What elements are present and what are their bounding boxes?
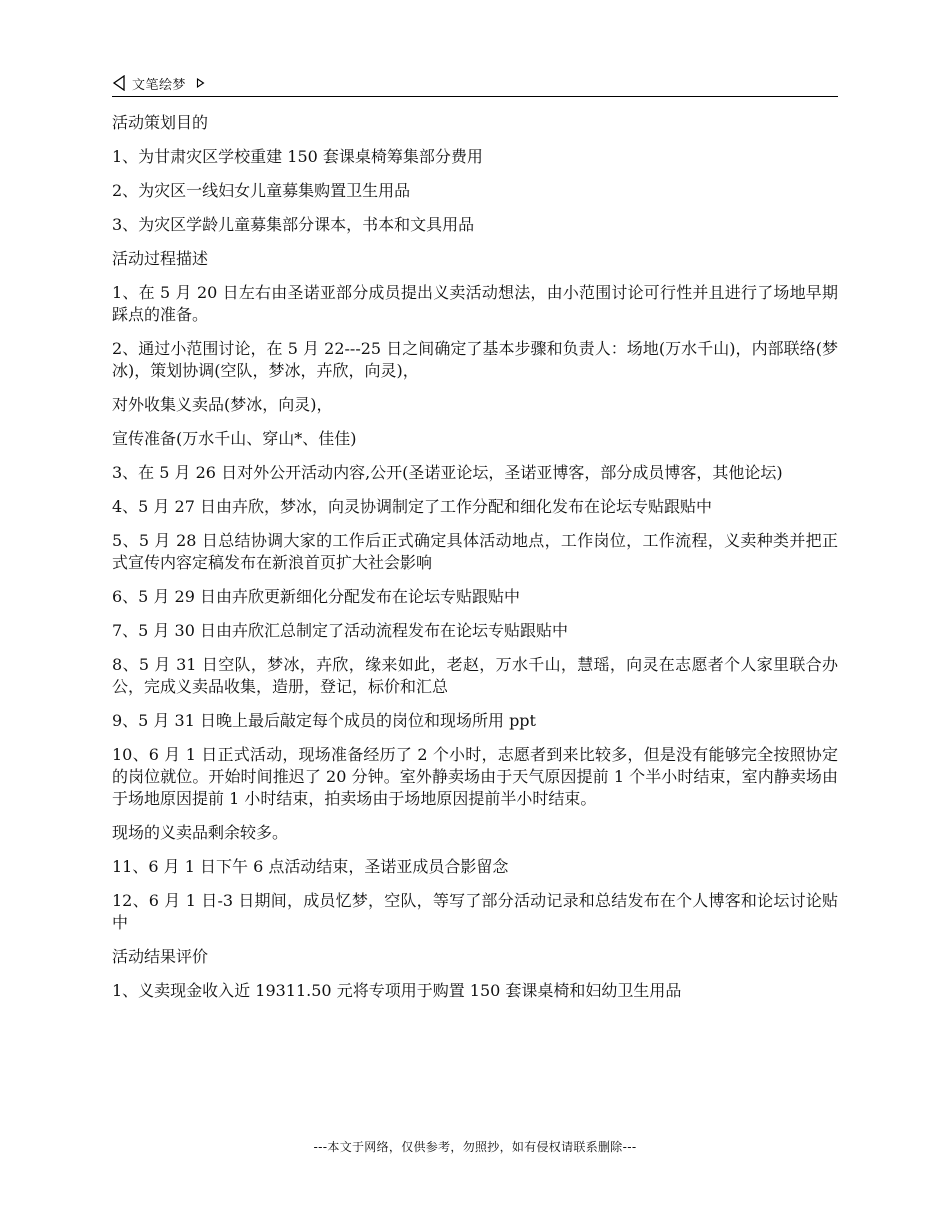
- paragraph: 11、6 月 1 日下午 6 点活动结束，圣诺亚成员合影留念: [112, 857, 509, 876]
- triangle-right-icon: [196, 73, 205, 93]
- paragraph: 8、5 月 31 日空队，梦冰，卉欣，缘来如此，老赵，万水千山，慧瑶，向灵在志愿者个人家里联合办公，完成义卖品收集，造册，登记，标价和汇总: [112, 655, 838, 696]
- paragraph: 2、通过小范围讨论，在 5 月 22---25 日之间确定了基本步骤和负责人：场地(万水千山)，内部联络(梦冰)，策划协调(空队，梦冰，卉欣，向灵)，: [112, 339, 838, 380]
- section-heading-process: 活动过程描述: [112, 249, 209, 268]
- paragraph: 3、为灾区学龄儿童募集部分课本，书本和文具用品: [112, 215, 475, 234]
- paragraph: 宣传准备(万水千山、穿山*、佳佳): [112, 429, 357, 448]
- paragraph: 6、5 月 29 日由卉欣更新细化分配发布在论坛专贴跟贴中: [112, 587, 520, 606]
- paragraph: 4、5 月 27 日由卉欣，梦冰，向灵协调制定了工作分配和细化发布在论坛专贴跟贴中: [112, 497, 712, 516]
- paragraph: 1、为甘肃灾区学校重建 150 套课桌椅筹集部分费用: [112, 147, 483, 166]
- paragraph: 12、6 月 1 日-3 日期间，成员忆梦，空队，等写了部分活动记录和总结发布在个人博客和论坛讨论贴中: [112, 891, 838, 932]
- paragraph: 对外收集义卖品(梦冰，向灵)，: [112, 395, 333, 414]
- document-body: [112, 112, 838, 1014]
- footer-disclaimer: ---本文于网络，仅供参考，勿照抄，如有侵权请联系删除---: [313, 1140, 637, 1154]
- brand-title: 文笔绘梦: [132, 77, 187, 93]
- section-heading-purpose: 活动策划目的: [112, 113, 209, 132]
- paragraph: 5、5 月 28 日总结协调大家的工作后正式确定具体活动地点，工作岗位，工作流程，义卖种类并把正式宣传内容定稿发布在新浪首页扩大社会影响: [112, 531, 838, 572]
- paragraph: 1、在 5 月 20 日左右由圣诺亚部分成员提出义卖活动想法，由小范围讨论可行性并且进行了场地早期踩点的准备。: [112, 283, 838, 324]
- paragraph: 7、5 月 30 日由卉欣汇总制定了活动流程发布在论坛专贴跟贴中: [112, 621, 568, 640]
- section-heading-evaluation: 活动结果评价: [112, 947, 209, 966]
- paragraph: 10、6 月 1 日正式活动，现场准备经历了 2 个小时，志愿者到来比较多，但是没有能够完全按照协定的岗位就位。开始时间推迟了 20 分钟。室外静卖场由于天气原因提前 1 个半小时结束，室内静卖场由于场地原因提前 1 小时结束，拍卖场由于场地原因提前半小时结束。: [112, 745, 838, 808]
- paragraph: 1、义卖现金收入近 19311.50 元将专项用于购置 150 套课桌椅和妇幼卫生用品: [112, 981, 682, 1000]
- paragraph: 现场的义卖品剩余较多。: [112, 823, 289, 842]
- document-header: [112, 70, 838, 97]
- triangle-left-icon: [112, 73, 126, 93]
- paragraph: 3、在 5 月 26 日对外公开活动内容,公开(圣诺亚论坛，圣诺亚博客，部分成员博客，其他论坛): [112, 463, 783, 482]
- paragraph: 9、5 月 31 日晚上最后敲定每个成员的岗位和现场所用 ppt: [112, 711, 536, 730]
- paragraph: 2、为灾区一线妇女儿童募集购置卫生用品: [112, 181, 411, 200]
